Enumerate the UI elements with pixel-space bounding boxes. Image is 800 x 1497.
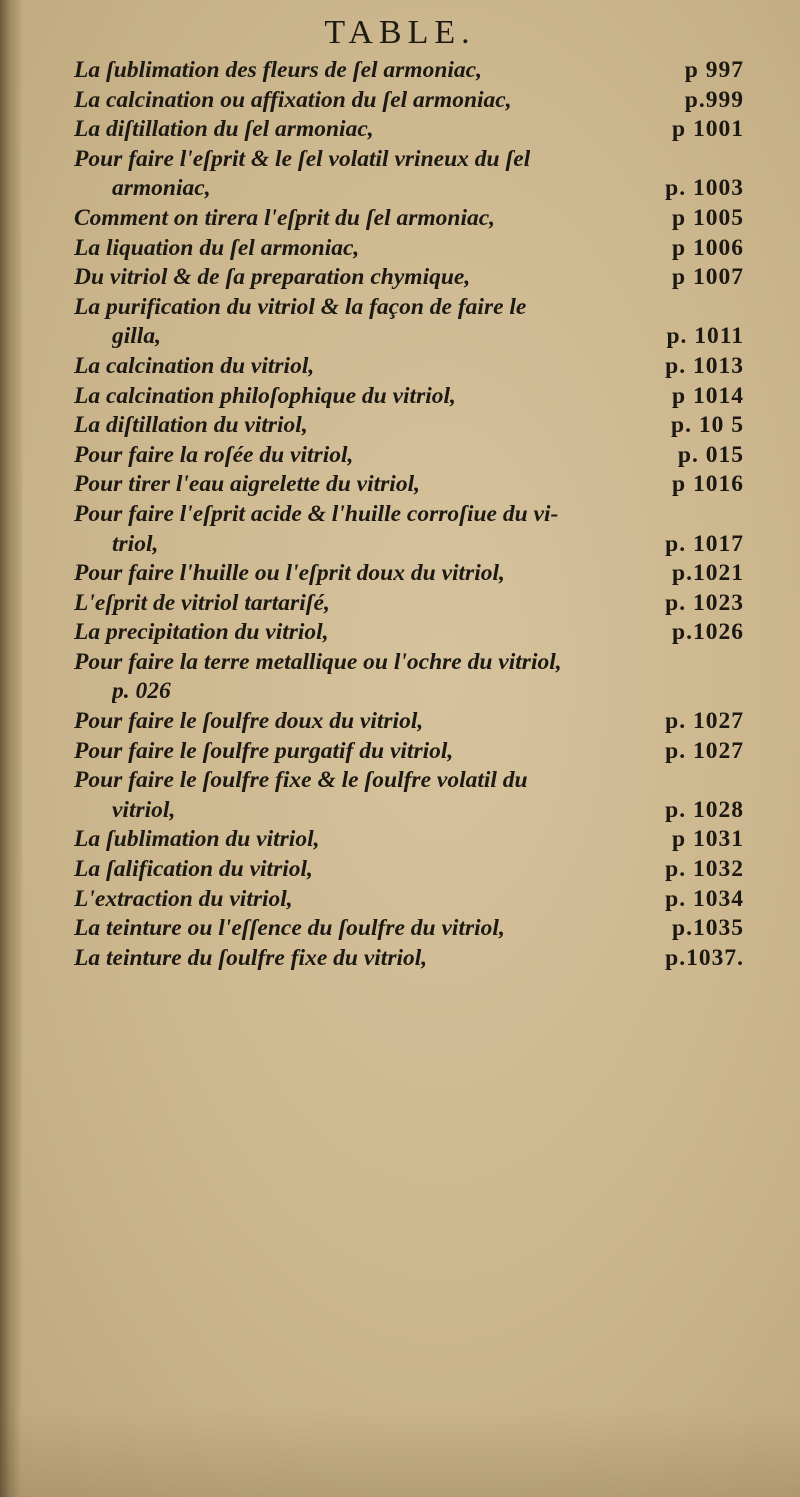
toc-entry (74, 500, 744, 559)
toc-entry-text: Comment on tirera l'eſprit du ſel armoniac, (74, 204, 496, 231)
toc-entry (74, 234, 744, 264)
toc-entry-page-number: p.1037. (665, 944, 744, 971)
toc-entry (74, 559, 744, 589)
toc-entry (74, 441, 744, 471)
toc-entry-title-line (74, 766, 744, 796)
toc-entry-continuation-line (74, 796, 744, 826)
toc-entry-continuation-line (74, 530, 744, 560)
toc-entry-text: La diſtillation du vitriol, (74, 412, 308, 439)
toc-entry-text: Pour faire le ſoulfre doux du vitriol, (74, 708, 424, 735)
toc-entry (74, 145, 744, 204)
toc-entry-text: Pour faire l'eſprit acide & l'huille corroſiue du vi- (74, 500, 559, 527)
toc-entry-text: Pour faire le ſoulfre purgatif du vitriol, (74, 737, 454, 764)
toc-entry-title-line (74, 737, 744, 767)
toc-entry-continuation-line (74, 322, 744, 352)
toc-entry-page-number: p 1031 (672, 826, 744, 853)
toc-entry-title-line (74, 589, 744, 619)
page-binding-edge (0, 0, 22, 1497)
toc-entry-page-number: p. 1032 (665, 856, 744, 883)
toc-entry-title-line (74, 914, 744, 944)
toc-entry-title-line (74, 86, 744, 116)
toc-entry-page-number: p. 1028 (665, 796, 744, 823)
toc-entry-text: Pour faire le ſoulfre fixe & le ſoulfre volatil du (74, 767, 528, 794)
toc-entry-text: La calcination philoſophique du vitriol, (74, 382, 456, 409)
toc-entry-page-number: p 1007 (672, 264, 744, 291)
toc-entry-text: L'eſprit de vitriol tartariſé, (74, 589, 330, 616)
toc-entry-page-number: p. 1003 (665, 175, 744, 202)
toc-entry-page-number: p. 015 (677, 441, 744, 468)
toc-entry (74, 263, 744, 293)
toc-entry-title-line (74, 115, 744, 145)
toc-entry-page-number: p. 10 5 (671, 412, 744, 439)
toc-entry-title-line (74, 382, 744, 412)
toc-entry-page-number: p.1021 (672, 560, 744, 587)
toc-entry-text: La calcination du vitriol, (74, 352, 315, 379)
page-header: TABLE. (324, 14, 476, 51)
toc-entry-page-number: p. 1034 (665, 885, 744, 912)
toc-entry-title-line (74, 470, 744, 500)
toc-entry (74, 382, 744, 412)
toc-entry-page-number: p. 1011 (666, 323, 744, 350)
toc-entry-page-number: p 1005 (672, 204, 744, 231)
toc-entry-text: La ſublimation du vitriol, (74, 826, 320, 853)
toc-entry-title-line (74, 293, 744, 323)
toc-entry (74, 411, 744, 441)
toc-entry-continuation-line (74, 174, 744, 204)
toc-entry (74, 589, 744, 619)
toc-entry (74, 352, 744, 382)
toc-entry-text: La calcination ou affixation du ſel armoniac, (74, 86, 512, 113)
toc-entry (74, 737, 744, 767)
toc-entry-text: L'extraction du vitriol, (74, 885, 293, 912)
toc-entry-text: Pour faire la roſée du vitriol, (74, 441, 354, 468)
toc-entry-title-line (74, 825, 744, 855)
toc-entry-text: La precipitation du vitriol, (74, 619, 329, 646)
toc-entry-text: La teinture ou l'eſſence du ſoulfre du vitriol, (74, 915, 505, 942)
toc-entry-page-number: p 1014 (672, 382, 744, 409)
toc-entry-page-number: p.1026 (672, 619, 744, 646)
toc-entry-continuation-line (74, 677, 744, 707)
toc-entry-title-line (74, 500, 744, 530)
toc-entry-title-line (74, 145, 744, 175)
table-of-contents (74, 56, 744, 973)
toc-entry-page-number: p 1016 (672, 471, 744, 498)
toc-entry-text: La ſalification du vitriol, (74, 856, 313, 883)
toc-entry (74, 707, 744, 737)
toc-entry (74, 944, 744, 974)
page-bottom-shade (0, 1407, 800, 1497)
toc-entry-text: p. 026 (112, 678, 171, 705)
toc-entry (74, 648, 744, 707)
toc-entry (74, 56, 744, 86)
toc-entry (74, 470, 744, 500)
toc-entry-text: La liquation du ſel armoniac, (74, 234, 360, 261)
toc-entry-page-number: p.1035 (672, 915, 744, 942)
toc-entry-text: La diſtillation du ſel armoniac, (74, 116, 374, 143)
toc-entry-text: La purification du vitriol & la façon de faire le (74, 293, 527, 320)
toc-entry (74, 885, 744, 915)
toc-entry-title-line (74, 559, 744, 589)
toc-entry-page-number: p 1006 (672, 234, 744, 261)
toc-entry-title-line (74, 441, 744, 471)
toc-entry (74, 766, 744, 825)
toc-entry-title-line (74, 234, 744, 264)
toc-entry-text: Pour faire la terre metallique ou l'ochre du vitriol, (74, 648, 562, 675)
toc-entry-page-number: p 997 (684, 57, 744, 83)
toc-entry-text: Du vitriol & de ſa preparation chymique, (74, 264, 471, 291)
toc-entry-page-number: p. 1017 (665, 530, 744, 557)
toc-entry-title-line (74, 263, 744, 293)
toc-entry (74, 825, 744, 855)
toc-entry-text: armoniac, (112, 175, 211, 202)
toc-entry-title-line (74, 944, 744, 974)
toc-entry-text: vitriol, (112, 796, 176, 823)
toc-entry-text: La teinture du ſoulfre fixe du vitriol, (74, 944, 428, 971)
toc-entry (74, 86, 744, 116)
toc-entry-title-line (74, 618, 744, 648)
toc-entry-title-line (74, 855, 744, 885)
toc-entry (74, 115, 744, 145)
toc-entry-page-number: p 1001 (672, 116, 744, 143)
toc-entry-title-line (74, 56, 744, 86)
toc-entry-page-number: p. 1027 (665, 708, 744, 735)
toc-entry-title-line (74, 885, 744, 915)
toc-entry-title-line (74, 707, 744, 737)
toc-entry-page-number: p. 1013 (665, 352, 744, 379)
toc-entry-text: gilla, (112, 323, 161, 350)
toc-entry-text: Pour faire l'eſprit & le ſel volatil vrineux du ſel (74, 145, 531, 172)
toc-entry-text: triol, (112, 530, 159, 557)
toc-entry (74, 293, 744, 352)
toc-entry (74, 204, 744, 234)
toc-entry-page-number: p. 1023 (665, 589, 744, 616)
toc-entry (74, 914, 744, 944)
toc-entry (74, 618, 744, 648)
toc-entry-page-number: p.999 (684, 86, 744, 113)
toc-entry-title-line (74, 204, 744, 234)
toc-entry-text: Pour faire l'huille ou l'eſprit doux du vitriol, (74, 560, 505, 587)
toc-entry-title-line (74, 411, 744, 441)
toc-entry (74, 855, 744, 885)
toc-entry-text: Pour tirer l'eau aigrelette du vitriol, (74, 471, 420, 498)
toc-entry-title-line (74, 352, 744, 382)
toc-entry-title-line (74, 648, 744, 678)
toc-entry-page-number: p. 1027 (665, 737, 744, 764)
toc-entry-text: La ſublimation des fleurs de ſel armoniac, (74, 57, 482, 83)
